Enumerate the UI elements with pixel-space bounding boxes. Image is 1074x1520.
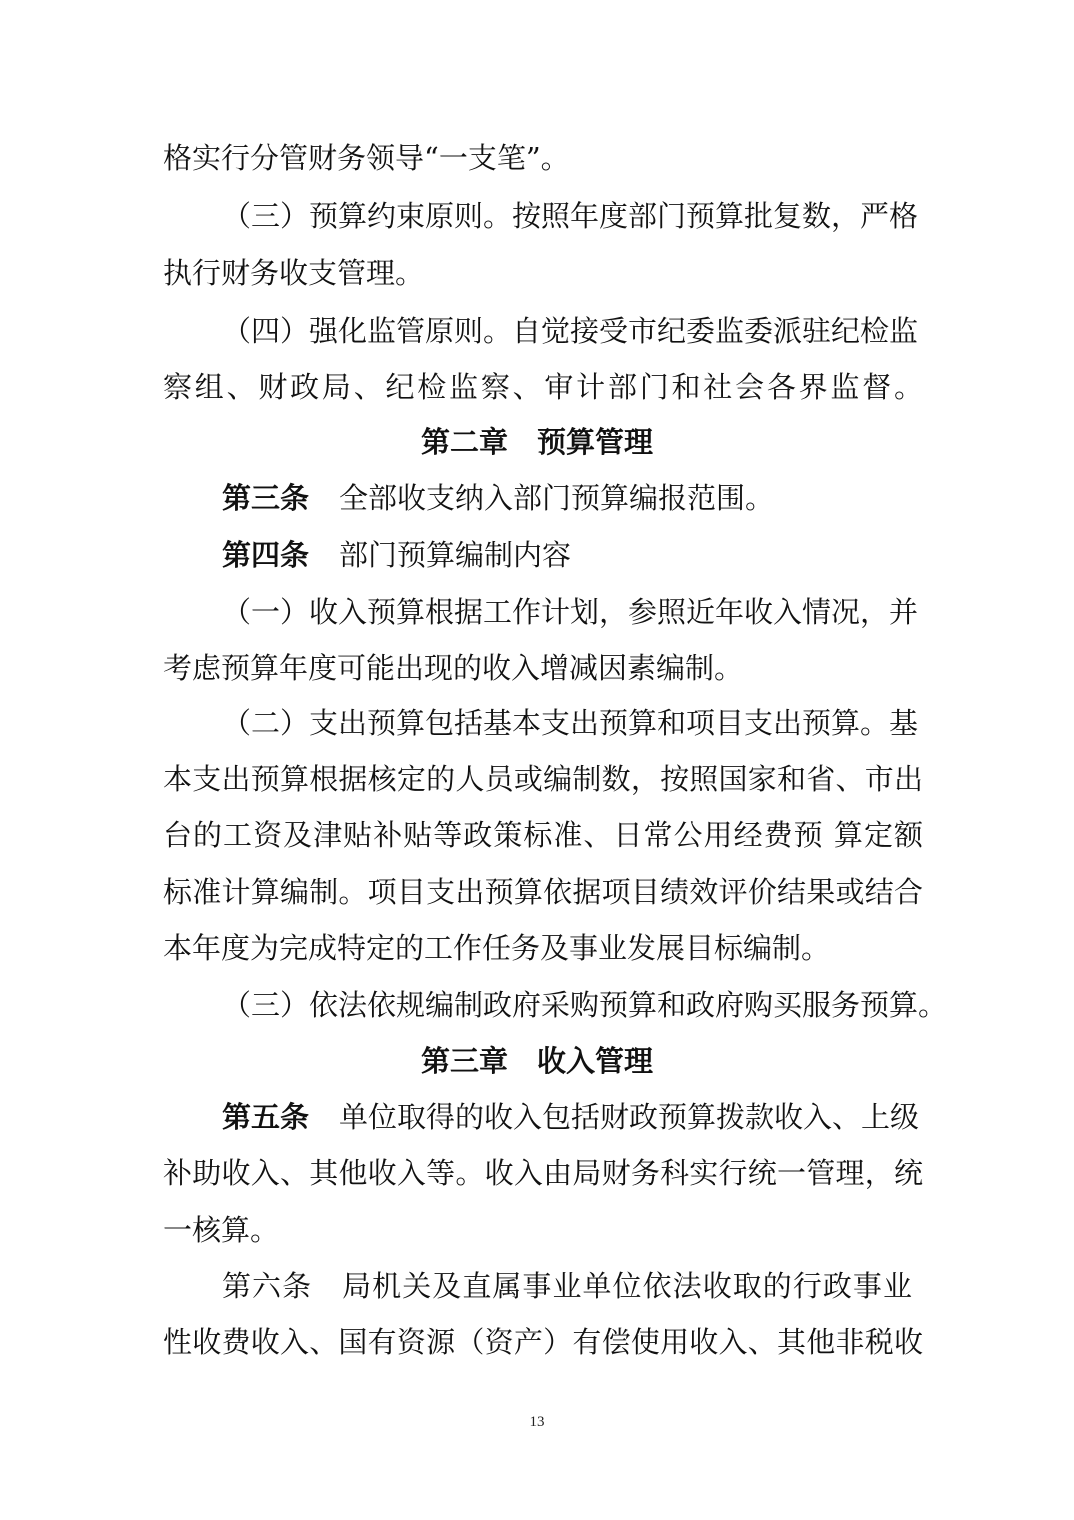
chapter-heading: 第三章 收入管理 (420, 1044, 653, 1078)
article-paragraph (222, 1097, 920, 1137)
body-line: 格实行分管财务领导“一支笔”。 (163, 141, 570, 175)
article-text: 部门预算编制内容 (339, 538, 572, 572)
body-line: （一）收入预算根据工作计划，参照近年收入情况，并 (222, 595, 919, 629)
body-line: 察组、财政局、纪检监察、审计部门和社会各界监督。 (163, 370, 923, 404)
body-line: （三）预算约束原则。按照年度部门预算批复数，严格 (222, 199, 919, 233)
body-line: 一核算。 (163, 1213, 280, 1247)
body-line: （二）支出预算包括基本支出预算和项目支出预算。基 (222, 706, 919, 740)
article-paragraph (222, 478, 912, 518)
body-line: 补助收入、其他收入等。收入由局财务科实行统一管理，统 (163, 1156, 923, 1190)
body-line: 考虑预算年度可能出现的收入增减因素编制。 (163, 651, 744, 685)
article-paragraph (222, 535, 912, 575)
body-line: 执行财务收支管理。 (163, 256, 425, 290)
article-label: 第五条 (222, 1100, 310, 1134)
body-line: 台的工资及津贴补贴等政策标准、日常公用经费预 算定额 (163, 818, 923, 852)
body-line: 标准计算编制。项目支出预算依据项目绩效评价结果或结合 (163, 875, 923, 909)
body-line: 性收费收入、国有资源（资产）有偿使用收入、其他非税收 (163, 1325, 923, 1359)
article-text: 单位取得的收入包括财政预算拨款收入、上级 (339, 1100, 920, 1134)
body-line: （四）强化监管原则。自觉接受市纪委监委派驻纪检监 (222, 314, 919, 348)
article-text: 全部收支纳入部门预算编报范围。 (339, 481, 775, 515)
chapter-heading: 第二章 预算管理 (420, 425, 653, 459)
body-line: 本支出预算根据核定的人员或编制数，按照国家和省、市出 (163, 762, 923, 796)
article-text: 局机关及直属事业单位依法收取的行政事业 (342, 1269, 912, 1303)
article-label: 第六条 (222, 1269, 313, 1303)
body-line: 本年度为完成特定的工作任务及事业发展目标编制。 (163, 931, 831, 965)
article-label: 第三条 (222, 481, 310, 515)
body-line: （三）依法依规编制政府采购预算和政府购买服务预算。 (222, 988, 948, 1022)
page-number: 13 (529, 1414, 545, 1430)
article-paragraph (222, 1266, 912, 1306)
article-label: 第四条 (222, 538, 310, 572)
